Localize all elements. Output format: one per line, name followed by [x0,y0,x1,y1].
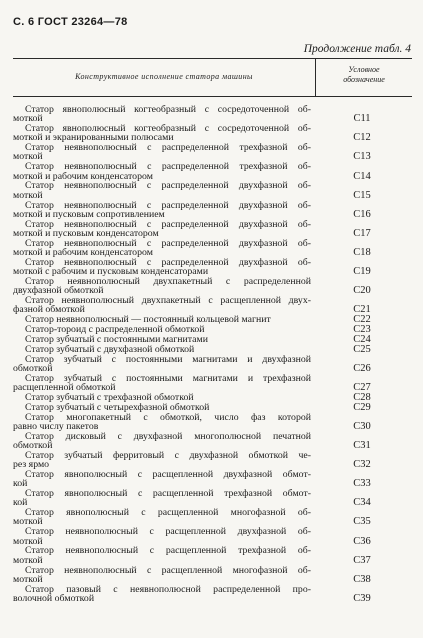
row-description-line: Статор многопакетный с обмоткой, число фаз которой [25,411,311,423]
row-description [13,451,311,470]
row-description [13,105,311,124]
row-description-line: фазной обмоткой [13,304,85,316]
row-description [13,345,311,354]
table-top-rule [13,58,412,59]
row-description-line: расщепленной обмоткой [13,382,116,394]
row-description-line: равно числу пакетов [13,420,99,432]
row-description-line: кой [13,497,28,509]
row-code: С32 [353,459,371,471]
row-description-line: кой [13,478,28,490]
row-code: С36 [353,535,371,547]
row-code: С28 [353,391,371,403]
row-description-line: моткой [13,151,43,163]
row-code: С20 [353,285,371,297]
row-description [13,470,311,489]
row-code: С33 [353,478,371,490]
row-code: С21 [353,304,371,316]
row-description [13,432,311,451]
row-description-line: моткой и пусковым конденсатором [13,227,159,239]
row-code: С18 [353,246,371,258]
row-code: С30 [353,420,371,432]
row-code: С12 [353,132,371,144]
row-description-line: моткой [13,554,43,566]
row-description-line: моткой [13,516,43,528]
row-description [13,181,311,200]
column-header-code-line2: обозначение [343,75,385,84]
column-header-design: Конструктивное исполнение статора машины [75,72,253,81]
row-code: С31 [353,440,371,452]
row-description-line: Статор дисковый с двухфазной многополюсной печатной [25,430,311,442]
row-description-line: обмоткой [13,362,53,374]
table-continuation-label: Продолжение табл. 4 [303,43,411,55]
row-description-line: Статор зубчатый с постоянными магнитами и двухфазной [25,353,311,365]
row-description-line: Статор неявнополюсный с расщепленной многофазной об- [25,564,311,576]
row-description-line: Статор зубчатый ферритовый с двухфазной обмоткой че- [25,449,311,461]
row-description-line: Статор неявнополюсный с распределенной двухфазной об- [25,218,311,230]
row-description-line: обмоткой [13,440,53,452]
row-code: С39 [353,592,371,604]
row-description [13,220,311,239]
row-code: С19 [353,266,371,278]
row-description-line: Статор явнополюсный с расщепленной многофазной об- [25,507,311,519]
page-header: С. 6 ГОСТ 23264—78 [13,16,128,28]
row-description-line: Статор неявнополюсный двухпакетный с распределенной [25,275,311,287]
row-description-line: Статор неявнополюсный — постоянный кольцевой магнит [25,314,271,326]
row-description [13,393,311,402]
row-description [13,315,311,324]
row-description-line: Статор зубчатый с трехфазной обмоткой [25,391,194,403]
row-description-line: моткой и экранированными полюсами [13,132,174,144]
row-description-line: моткой [13,189,43,201]
row-description-line: Статор неявнополюсный с распределенной двухфазной об- [25,180,311,192]
row-description-line: Статор зубчатый с постоянными магнитами и трехфазной [25,372,311,384]
row-description [13,239,311,258]
row-description [13,566,311,585]
row-description-line: Статор зубчатый с постоянными магнитами [25,333,208,345]
row-description-line: Статор неявнополюсный с распределенной двухфазной об- [25,199,311,211]
row-code: С38 [353,573,371,585]
row-code: С17 [353,227,371,239]
row-description [13,325,311,334]
row-description [13,258,311,277]
row-description-line: моткой и рабочим конденсатором [13,246,153,258]
row-description-line: Статор явнополюсный когтеобразный с сосредоточенной об- [25,104,311,115]
row-description-line: рез ярмо [13,459,50,471]
row-code: С15 [353,189,371,201]
row-description-line: Статор-тороид с распределенной обмоткой [25,324,205,335]
row-description [13,403,311,412]
row-description [13,374,311,393]
row-description [13,546,311,565]
row-description-line: моткой [13,535,43,547]
row-description-line: моткой [13,573,43,585]
row-code: С22 [353,314,371,326]
column-header-code [316,65,412,85]
row-description-line: моткой с рабочим и пусковым конденсаторами [13,266,209,278]
row-description-line: двухфазной обмоткой [13,285,104,297]
row-code: С34 [353,497,371,509]
row-description [13,277,311,296]
row-description-line: Статор неявнополюсный с расщепленной двухфазной об- [25,526,311,538]
row-code: С29 [353,401,371,413]
row-description-line: Статор явнополюсный с расщепленной трехфазной обмот- [25,488,311,500]
row-description [13,355,311,374]
row-description-line: моткой и пусковым сопротивлением [13,208,165,220]
row-description-line: Статор неявнополюсный с распределенной трехфазной об- [25,161,311,173]
row-description [13,124,311,143]
row-code: С11 [353,113,371,125]
row-code: С23 [353,324,371,335]
row-description-line: Статор неявнополюсный с распределенной трехфазной об- [25,142,311,154]
row-description-line: волочной обмоткой [13,592,95,604]
row-description-line: Статор неявнополюсный двухпакетный с расщепленной двух- [25,295,311,306]
row-description [13,143,311,162]
row-description [13,296,311,315]
row-description-line: Статор пазовый с неявнополюсной распределенной про- [25,583,311,595]
row-description [13,489,311,508]
table-header-rule [13,96,412,97]
row-description [13,508,311,527]
row-description-line: Статор неявнополюсный с распределенной двухфазной об- [25,256,311,268]
row-description-line: Статор неявнополюсный с расщепленной трехфазной об- [25,545,311,557]
row-code: С25 [353,343,371,355]
row-description [13,335,311,344]
row-description [13,201,311,220]
row-code: С35 [353,516,371,528]
row-description-line: Статор зубчатый с двухфазной обмоткой [25,343,195,355]
row-description-line: Статор явнополюсный когтеобразный с сосредоточенной об- [25,123,311,135]
row-description-line: моткой [13,113,43,125]
row-description [13,527,311,546]
column-header-code-line1: Условное [348,65,380,74]
row-code: С37 [353,554,371,566]
row-description [13,413,311,432]
row-code: С24 [353,333,371,345]
row-description [13,162,311,181]
row-code: С26 [353,362,371,374]
row-code: С13 [353,151,371,163]
row-code: С27 [353,382,371,394]
row-description-line: Статор зубчатый с четырехфазной обмоткой [25,401,210,413]
row-code: С14 [353,170,371,182]
row-description [13,585,311,604]
row-description-line: Статор явнополюсный с расщепленной двухфазной обмот- [25,469,311,480]
row-code: С16 [353,208,371,220]
row-description-line: моткой и рабочим конденсатором [13,170,153,182]
row-description-line: Статор неявнополюсный с распределенной двухфазной об- [25,237,311,249]
